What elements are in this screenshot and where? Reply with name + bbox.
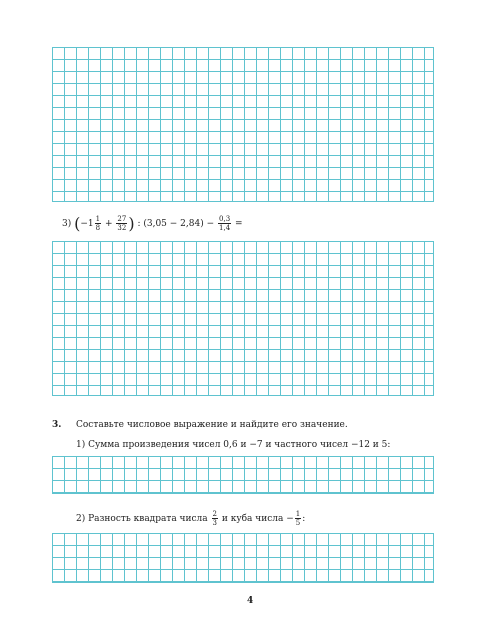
item2-colon: :: [302, 514, 306, 524]
answer-grid-expression-3: [52, 241, 434, 396]
fraction-27-32: $\frac{27}{32}$: [117, 215, 127, 232]
page-number: 4: [247, 596, 254, 606]
open-paren: (: [74, 214, 81, 233]
plus-sign: +: [105, 219, 113, 229]
fraction-1-5: $\frac{1}{5}$: [295, 510, 301, 527]
mixed-whole: −1: [80, 219, 94, 229]
answer-grid-item-1: [52, 456, 434, 494]
task-item-1: 1) Сумма произведения чисел 0,6 и −7 и частного чисел −12 и 5:: [76, 440, 391, 450]
task-instruction: Составьте числовое выражение и найдите его значение.: [76, 420, 348, 430]
answer-grid-top: [52, 47, 434, 202]
task-number: 3.: [52, 420, 62, 430]
fraction-1-8: $\frac{1}{8}$: [95, 215, 101, 232]
close-paren: ): [128, 214, 135, 233]
expression-3: [62, 215, 243, 232]
item2-text-a: 2) Разность квадрата числа: [76, 514, 208, 524]
expression-label: 3): [62, 219, 72, 229]
fraction-2-3: $\frac{2}{3}$: [212, 510, 217, 527]
equals-sign: =: [235, 219, 243, 229]
item2-text-b: и куба числа: [221, 514, 284, 524]
fraction-03-14: $\frac{0,3}{1,4}$: [219, 215, 231, 232]
task-item-2: [76, 510, 305, 527]
answer-grid-item-2: [52, 533, 434, 583]
expression-middle: : (3,05 − 2,84) −: [137, 219, 215, 229]
minus-sign: −: [286, 514, 294, 524]
